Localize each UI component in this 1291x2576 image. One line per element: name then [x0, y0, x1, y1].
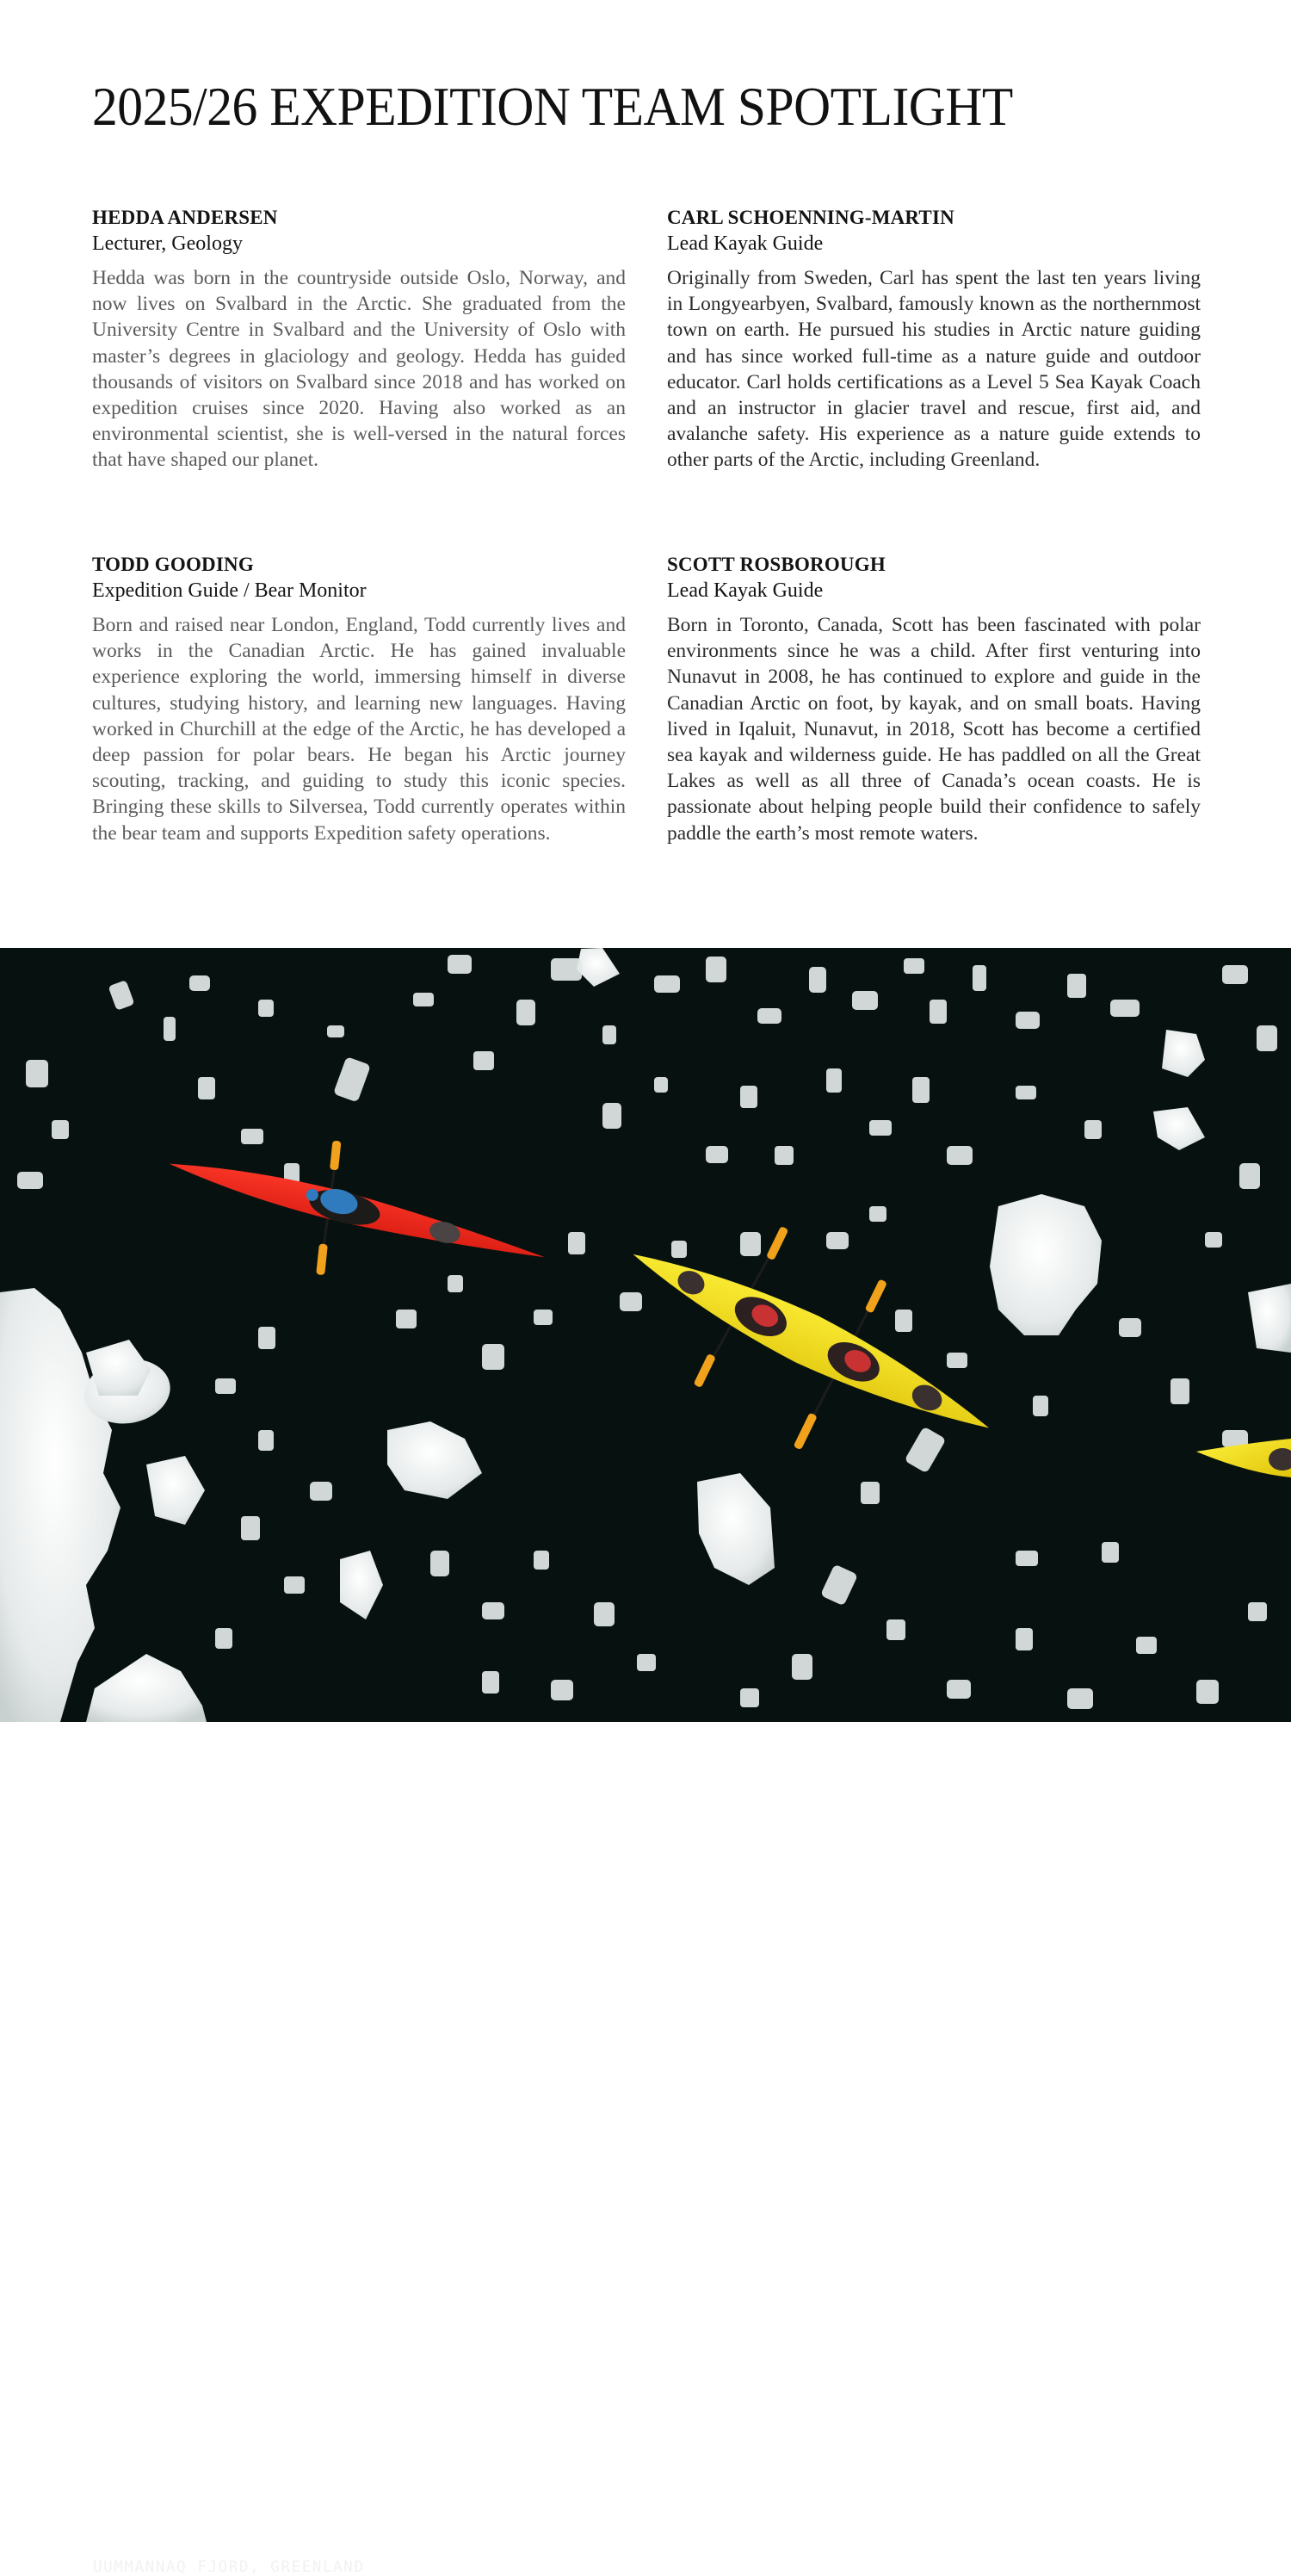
team-member-scott [667, 552, 1201, 846]
member-bio: Born in Toronto, Canada, Scott has been fascinated with polar environments since he was a child. After first venturing into Nunavut in 2008, he has continued to explore and guide in the Canadian Arctic on foot, by kayak, and on small boats. Having lived in Iqaluit, Nunavut, in 2018, Scott has become a certified sea kayak and wilderness guide. He has paddled on all the Great Lakes as well as all three of Canada’s ocean coasts. He is passionate about helping people build their confidence to safely paddle the earth’s most remote waters. [667, 614, 1201, 845]
team-member-carl [667, 205, 1201, 474]
member-bio: Born and raised near London, England, Todd currently lives and works in the Canadian Arctic. He has gained invaluable experience exploring the world, immersing himself in diverse cultures, studying history, and learning new languages. Having worked in Churchill at the edge of the Arctic, he has developed a deep passion for polar bears. He began his Arctic journey scouting, tracking, and guiding to study this iconic species. Bringing these skills to Silversea, Todd currently operates within the bear team and supports Expedition safety operations. [92, 614, 626, 845]
member-bio: Hedda was born in the countryside outside Oslo, Norway, and now lives on Svalbard in the Arctic. She graduated from the University Centre in Svalbard and the University of Oslo with master’s degrees in glaciology and geology. Hedda has guided thousands of visitors on Svalbard since 2018 and has worked on expedition cruises since 2020. Having also worked as an environmental scientist, she is well-versed in the natural forces that have shaped our planet. [92, 267, 626, 472]
team-member-hedda [92, 205, 626, 474]
team-member-todd [92, 552, 626, 846]
member-name: CARL SCHOENNING-MARTIN [667, 207, 954, 228]
member-name: HEDDA ANDERSEN [92, 207, 278, 228]
member-role: Lead Kayak Guide [667, 579, 824, 602]
member-name: SCOTT ROSBOROUGH [667, 554, 886, 575]
photo-caption: UUMMANNAQ FJORD, GREENLAND [93, 2559, 365, 2576]
member-bio: Originally from Sweden, Carl has spent the last ten years living in Longyearbyen, Svalbard, famously known as the northernmost town on earth. He pursued his studies in Arctic nature guiding and has since worked full-time as a nature guide and outdoor educator. Carl holds certifications as a Level 5 Sea Kayak Coach and an instructor in glacier travel and rescue, first aid, and avalanche safety. His experience as a nature guide extends to other parts of the Arctic, including Greenland. [667, 267, 1201, 472]
page-title: 2025/26 EXPEDITION TEAM SPOTLIGHT [92, 76, 1013, 137]
member-role: Expedition Guide / Bear Monitor [92, 579, 367, 602]
member-role: Lecturer, Geology [92, 232, 243, 255]
member-name: TODD GOODING [92, 554, 254, 575]
kayak-ice-photo [0, 948, 1291, 2576]
member-role: Lead Kayak Guide [667, 232, 824, 255]
photo-illustration [0, 948, 1291, 1722]
